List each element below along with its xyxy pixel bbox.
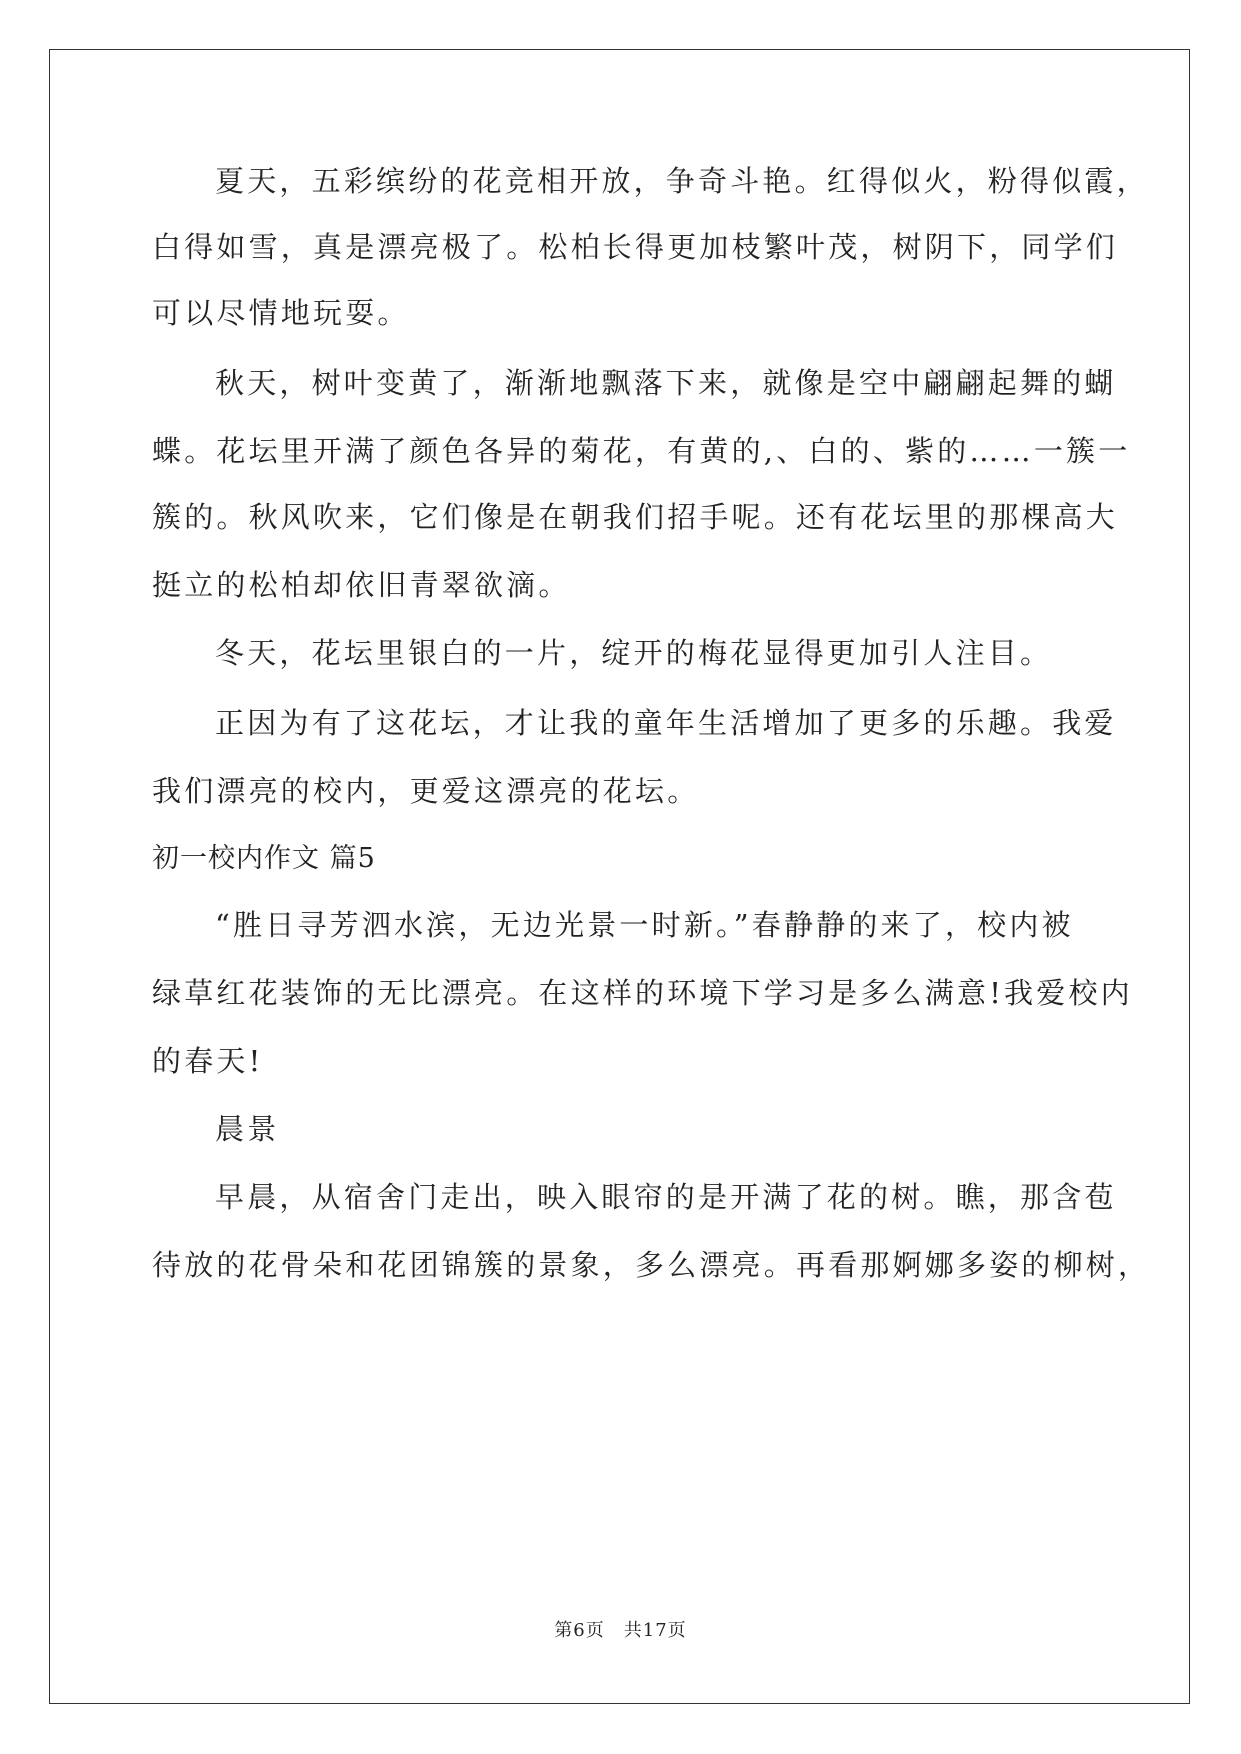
paragraph-closing-line-2: 我们漂亮的校内，更爱这漂亮的花坛。 (152, 774, 700, 808)
paragraph-autumn-line-4: 挺立的松柏却依旧青翠欲滴。 (152, 568, 571, 602)
paragraph-summer-line-1: 夏天，五彩缤纷的花竞相开放，争奇斗艳。红得似火，粉得似霞， (215, 164, 1149, 198)
paragraph-spring-line-1: “胜日寻芳泗水滨，无边光景一时新。”春静静的来了，校内被 (215, 908, 1074, 942)
subheading-morning: 晨景 (215, 1112, 280, 1146)
paragraph-summer-line-2: 白得如雪，真是漂亮极了。松柏长得更加枝繁叶茂，树阴下，同学们 (152, 230, 1119, 264)
paragraph-autumn-line-2: 蝶。花坛里开满了颜色各异的菊花，有黄的,、白的、紫的……一簇一 (152, 434, 1131, 468)
paragraph-spring-line-2: 绿草红花装饰的无比漂亮。在这样的环境下学习是多么满意!我爱校内 (152, 976, 1133, 1010)
paragraph-closing-line-1: 正因为有了这花坛，才让我的童年生活增加了更多的乐趣。我爱 (215, 706, 1117, 740)
paragraph-morning-line-2: 待放的花骨朵和花团锦簇的景象，多么漂亮。再看那婀娜多姿的柳树， (152, 1248, 1151, 1282)
paragraph-summer-line-3: 可以尽情地玩耍。 (152, 296, 410, 330)
paragraph-autumn-line-1: 秋天，树叶变黄了，渐渐地飘落下来，就像是空中翩翩起舞的蝴 (215, 366, 1117, 400)
paragraph-winter-line-1: 冬天，花坛里银白的一片，绽开的梅花显得更加引人注目。 (215, 636, 1053, 670)
paragraph-morning-line-1: 早晨，从宿舍门走出，映入眼帘的是开满了花的树。瞧，那含苞 (215, 1180, 1117, 1214)
section-heading: 初一校内作文 篇5 (152, 843, 376, 874)
paragraph-autumn-line-3: 簇的。秋风吹来，它们像是在朝我们招手呢。还有花坛里的那棵高大 (152, 500, 1119, 534)
page-number-footer: 第6页 共17页 (554, 1620, 687, 1641)
paragraph-spring-line-3: 的春天! (152, 1044, 264, 1078)
